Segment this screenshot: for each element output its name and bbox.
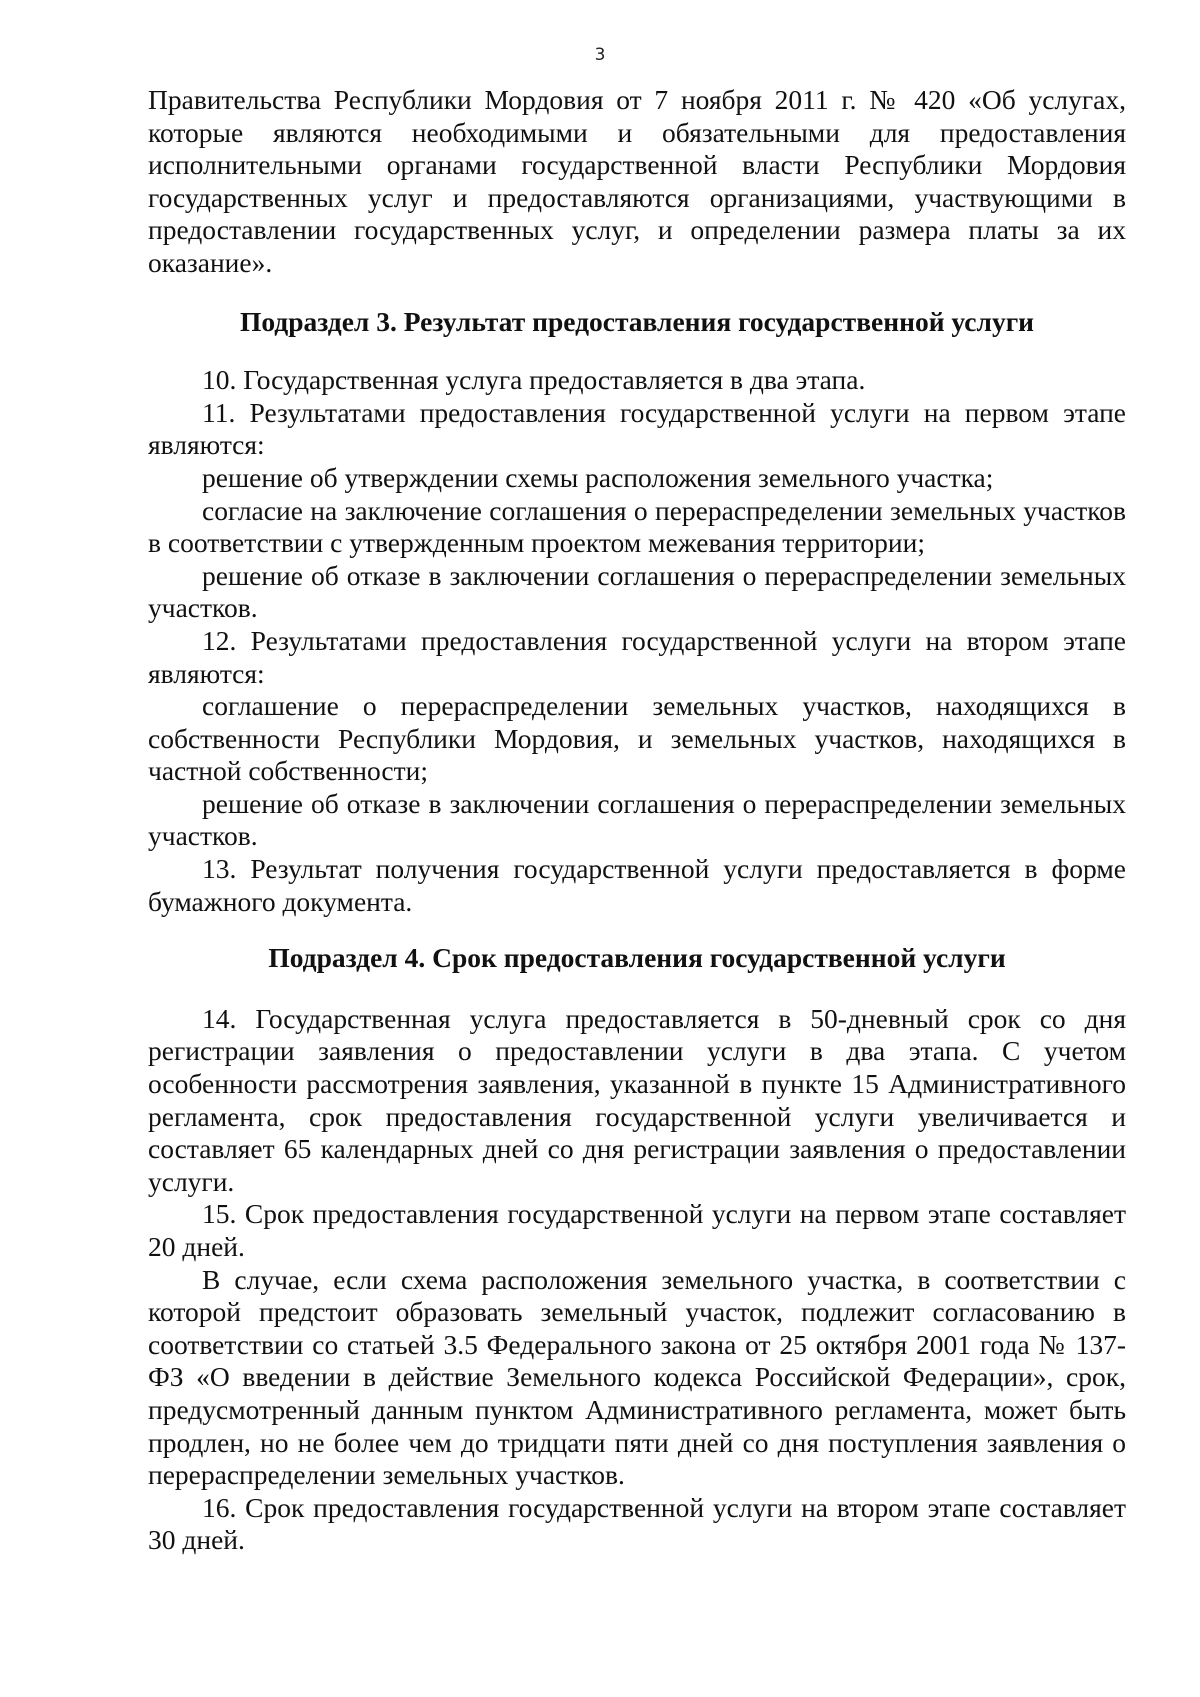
paragraph-10: 10. Государственная услуга предоставляется в два этапа. xyxy=(202,364,866,396)
paragraph-12-item-1: соглашение о перераспределении земельных участков, находящихся в собственности Республики Мордовия, и земельных участков, находящихся в частной собственности; xyxy=(148,690,1126,787)
section-4-heading: Подраздел 4. Срок предоставления государственной услуги xyxy=(268,942,1006,974)
paragraph-11-item-2: согласие на заключение соглашения о перераспределении земельных участков в соответствии с утвержденным проектом межевания территории; xyxy=(148,494,1126,559)
intro-paragraph: Правительства Республики Мордовия от 7 ноября 2011 г. № 420 «Об услугах, которые являются необходимыми и обязательными для предоставления исполнительными органами государственной власти Республики Мордовия государственных услуг и предоставляются организациями, участвующими в предоставлении государственных услуг, и определении размера платы за их оказание». xyxy=(148,84,1126,278)
paragraph-16: 16. Срок предоставления государственной услуги на втором этапе составляет 30 дней. xyxy=(148,1491,1126,1556)
paragraph-15-note: В случае, если схема расположения земельного участка, в соответствии с которой предстоит образовать земельный участок, подлежит согласованию в соответствии со статьей 3.5 Федерального закона от 25 октября 2001 года № 137-ФЗ «О введении в действие Земельного кодекса Российской Федерации», срок, предусмотренный данным пунктом Административного регламента, может быть продлен, но не более чем до тридцати пяти дней со дня поступления заявления о перераспределении земельных участков. xyxy=(148,1263,1126,1491)
section-3-heading: Подраздел 3. Результат предоставления государственной услуги xyxy=(239,305,1035,337)
paragraph-15: 15. Срок предоставления государственной услуги на первом этапе составляет 20 дней. xyxy=(148,1198,1126,1262)
page-number: 3 xyxy=(594,45,606,65)
paragraph-14: 14. Государственная услуга предоставляется в 50-дневный срок со дня регистрации заявления о предоставлении услуги в два этапа. С учетом особенности рассмотрения заявления, указанной в пункте 15 Административного регламента, срок предоставления государственной услуги увеличивается и составляет 65 календарных дней со дня регистрации заявления о предоставлении услуги. xyxy=(148,1002,1126,1197)
paragraph-11-item-3: решение об отказе в заключении соглашения о перераспределении земельных участков. xyxy=(148,559,1126,624)
paragraph-12-item-2: решение об отказе в заключении соглашения о перераспределении земельных участков. xyxy=(148,787,1126,852)
paragraph-12: 12. Результатами предоставления государственной услуги на втором этапе являются: xyxy=(148,624,1126,689)
paragraph-11-item-1: решение об утверждении схемы расположения земельного участка; xyxy=(202,461,994,493)
paragraph-13: 13. Результат получения государственной услуги предоставляется в форме бумажного документа. xyxy=(148,853,1126,917)
document-body xyxy=(148,84,1126,1557)
paragraph-11: 11. Результатами предоставления государственной услуги на первом этапе являются: xyxy=(148,396,1126,461)
